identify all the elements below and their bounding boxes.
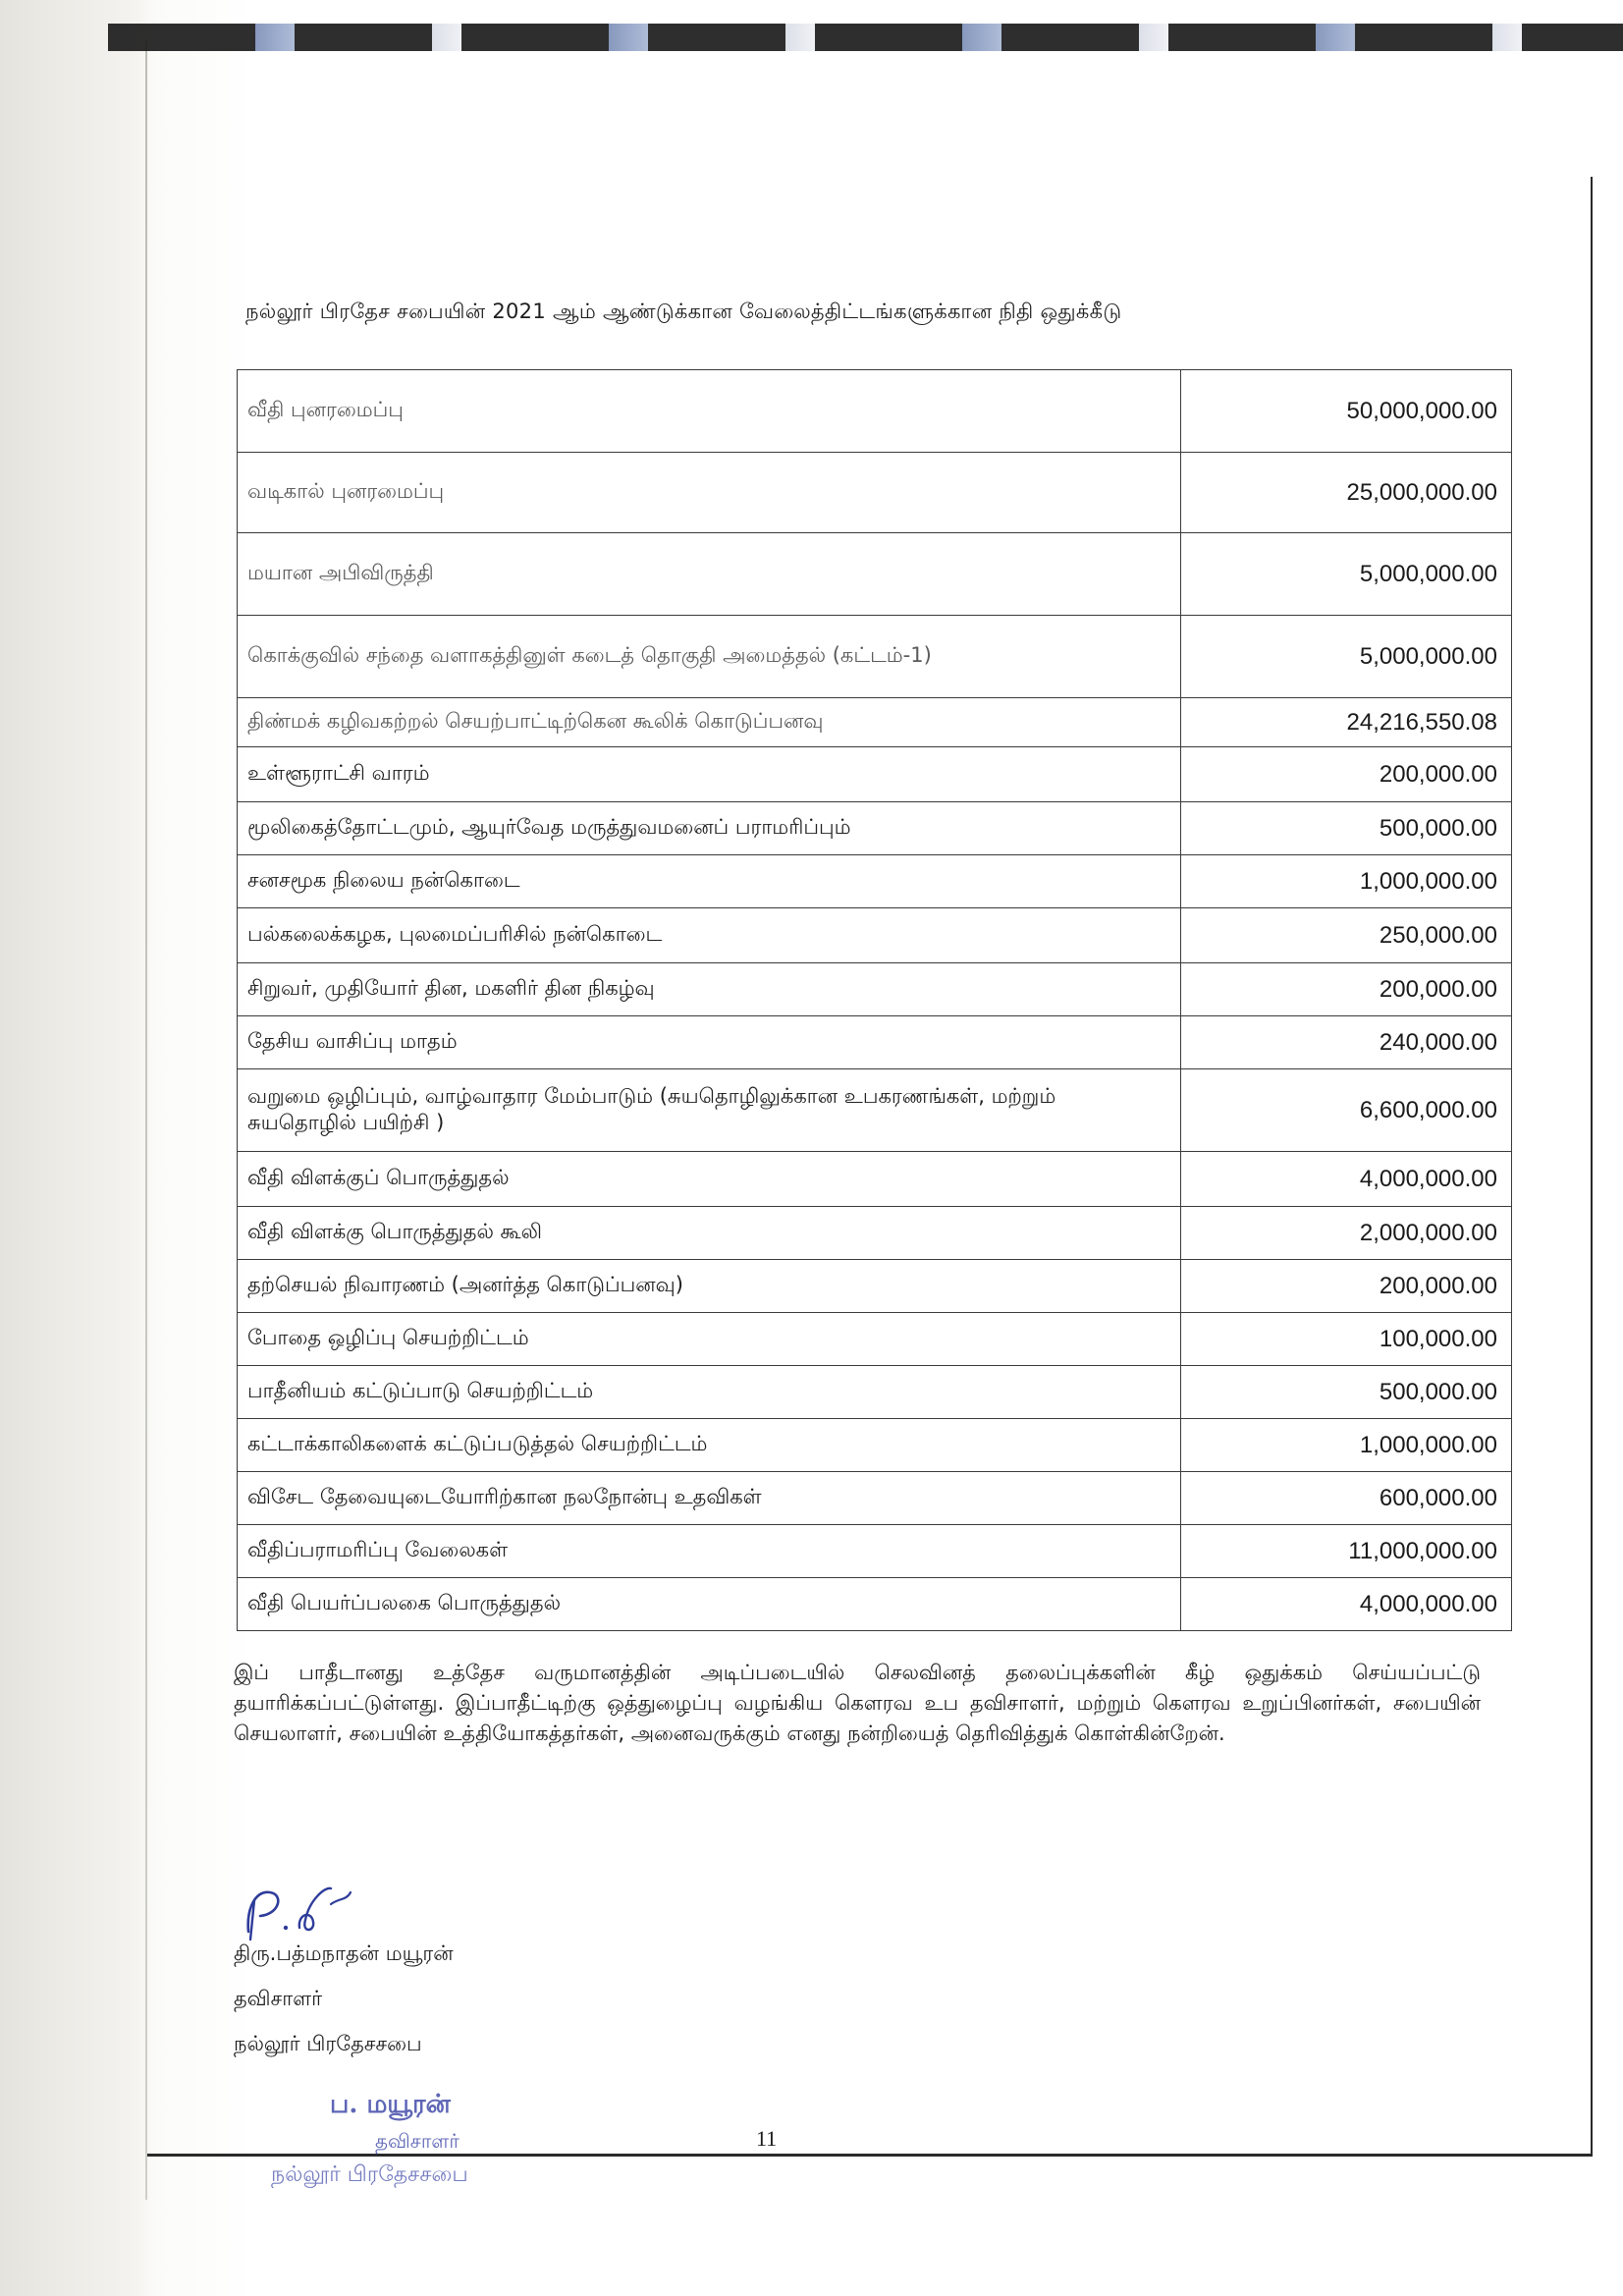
page-frame-right-border: [1591, 177, 1593, 2156]
budget-item-amount: 6,600,000.00: [1181, 1069, 1512, 1152]
budget-item-label: தேசிய வாசிப்பு மாதம்: [238, 1016, 1181, 1069]
budget-table-row: [238, 908, 1512, 963]
budget-item-amount: 200,000.00: [1181, 1260, 1512, 1313]
budget-item-label: போதை ஒழிப்பு செயற்றிட்டம்: [238, 1313, 1181, 1366]
official-stamp: [265, 2090, 599, 2237]
budget-item-label: வீதி புனரமைப்பு: [238, 370, 1181, 453]
budget-item-label: பல்கலைக்கழக, புலமைப்பரிசில் நன்கொடை: [238, 908, 1181, 963]
budget-table-row: [238, 1207, 1512, 1260]
budget-item-label: தற்செயல் நிவாரணம் (அனர்த்த கொடுப்பனவு): [238, 1260, 1181, 1313]
budget-table-row: [238, 453, 1512, 533]
budget-table-row: [238, 370, 1512, 453]
budget-item-label: வீதி விளக்கு பொருத்துதல் கூலி: [238, 1207, 1181, 1260]
budget-table-row: [238, 1525, 1512, 1578]
budget-item-amount: 100,000.00: [1181, 1313, 1512, 1366]
budget-item-label: சனசமூக நிலைய நன்கொடை: [238, 855, 1181, 908]
budget-item-amount: 240,000.00: [1181, 1016, 1512, 1069]
budget-item-label: மயான அபிவிருத்தி: [238, 533, 1181, 616]
book-binding-edge: [0, 0, 147, 2296]
budget-item-label: வறுமை ஒழிப்பும், வாழ்வாதார மேம்பாடும் (சுயதொழிலுக்கான உபகரணங்கள், மற்றும் சுயதொழில் பயிற்சி ): [238, 1069, 1181, 1152]
budget-item-label: பாதீனியம் கட்டுப்பாடு செயற்றிட்டம்: [238, 1366, 1181, 1419]
document-title: நல்லூர் பிரதேச சபையின் 2021 ஆம் ஆண்டுக்கான வேலைத்திட்டங்களுக்கான நிதி ஒதுக்கீடு: [245, 300, 1122, 323]
scan-top-strip: [108, 24, 1623, 51]
budget-item-amount: 5,000,000.00: [1181, 533, 1512, 616]
budget-item-amount: 5,000,000.00: [1181, 616, 1512, 698]
budget-item-label: திண்மக் கழிவகற்றல் செயற்பாட்டிற்கென கூலிக் கொடுப்பனவு: [238, 698, 1181, 747]
budget-item-amount: 50,000,000.00: [1181, 370, 1512, 453]
budget-item-amount: 2,000,000.00: [1181, 1207, 1512, 1260]
signatory-role: தவிசாளர்: [234, 1987, 323, 2010]
budget-table-row: [238, 1016, 1512, 1069]
binding-fold-line: [145, 39, 147, 2200]
budget-table-row: [238, 1419, 1512, 1472]
budget-table-row: [238, 533, 1512, 616]
budget-item-amount: 11,000,000.00: [1181, 1525, 1512, 1578]
budget-item-label: வீதி விளக்குப் பொருத்துதல்: [238, 1152, 1181, 1207]
budget-item-amount: 200,000.00: [1181, 747, 1512, 802]
closing-note: இப் பாதீடானது உத்தேச வருமானத்தின் அடிப்படையில் செலவினத் தலைப்புக்களின் கீழ் ஒதுக்கம் செய்யப்பட்டு தயாரிக்கப்பட்டுள்ளது. இப்பாதீட்டிற்கு ஒத்துழைப்பு வழங்கிய கௌரவ உப தவிசாளர், மற்றும் கௌரவ உறுப்பினர்கள், சபையின் செயலாளர், சபையின் உத்தியோகத்தர்கள், அனைவருக்கும் எனது நன்றியைத் தெரிவித்துக் கொள்கின்றேன்.: [234, 1661, 1481, 1745]
budget-item-label: உள்ளூராட்சி வாரம்: [238, 747, 1181, 802]
stamp-role: தவிசாளர்: [375, 2129, 460, 2153]
budget-table-row: [238, 698, 1512, 747]
signatory-organization: நல்லூர் பிரதேசசபை: [234, 2032, 422, 2055]
budget-table-row: [238, 1366, 1512, 1419]
budget-table-row: [238, 802, 1512, 855]
budget-item-amount: 4,000,000.00: [1181, 1578, 1512, 1631]
budget-item-amount: 1,000,000.00: [1181, 1419, 1512, 1472]
budget-item-amount: 600,000.00: [1181, 1472, 1512, 1525]
budget-table-row: [238, 963, 1512, 1016]
budget-allocation-table: [237, 369, 1512, 1631]
budget-table-row: [238, 747, 1512, 802]
budget-item-label: கட்டாக்காலிகளைக் கட்டுப்படுத்தல் செயற்றிட்டம்: [238, 1419, 1181, 1472]
signatory-name: திரு.பத்மநாதன் மயூரன்: [234, 1941, 454, 1965]
budget-item-amount: 200,000.00: [1181, 963, 1512, 1016]
budget-item-label: கொக்குவில் சந்தை வளாகத்தினுள் கடைத் தொகுதி அமைத்தல் (கட்டம்-1): [238, 616, 1181, 698]
budget-item-amount: 500,000.00: [1181, 1366, 1512, 1419]
budget-table-row: [238, 1260, 1512, 1313]
budget-table-row: [238, 1472, 1512, 1525]
stamp-name: ப. மயூரன்: [330, 2090, 451, 2119]
page-number: 11: [756, 2126, 778, 2151]
budget-item-amount: 24,216,550.08: [1181, 698, 1512, 747]
budget-table-row: [238, 616, 1512, 698]
budget-item-label: வீதிப்பராமரிப்பு வேலைகள்: [238, 1525, 1181, 1578]
budget-item-label: வீதி பெயர்ப்பலகை பொருத்துதல்: [238, 1578, 1181, 1631]
budget-table-row: [238, 855, 1512, 908]
budget-item-label: சிறுவர், முதியோர் தின, மகளிர் தின நிகழ்வு: [238, 963, 1181, 1016]
budget-item-amount: 500,000.00: [1181, 802, 1512, 855]
budget-item-amount: 1,000,000.00: [1181, 855, 1512, 908]
budget-table-row: [238, 1069, 1512, 1152]
budget-table-row: [238, 1313, 1512, 1366]
budget-item-label: மூலிகைத்தோட்டமும், ஆயுர்வேத மருத்துவமனைப் பராமரிப்பும்: [238, 802, 1181, 855]
budget-item-label: விசேட தேவையுடையோரிற்கான நலநோன்பு உதவிகள்: [238, 1472, 1181, 1525]
budget-item-amount: 250,000.00: [1181, 908, 1512, 963]
budget-table-row: [238, 1152, 1512, 1207]
budget-item-amount: 25,000,000.00: [1181, 453, 1512, 533]
budget-item-amount: 4,000,000.00: [1181, 1152, 1512, 1207]
budget-table-body: [238, 370, 1512, 1631]
handwritten-signature: [241, 1871, 378, 1949]
stamp-organization: நல்லூர் பிரதேசசபை: [271, 2162, 468, 2187]
budget-item-label: வடிகால் புனரமைப்பு: [238, 453, 1181, 533]
budget-table-row: [238, 1578, 1512, 1631]
